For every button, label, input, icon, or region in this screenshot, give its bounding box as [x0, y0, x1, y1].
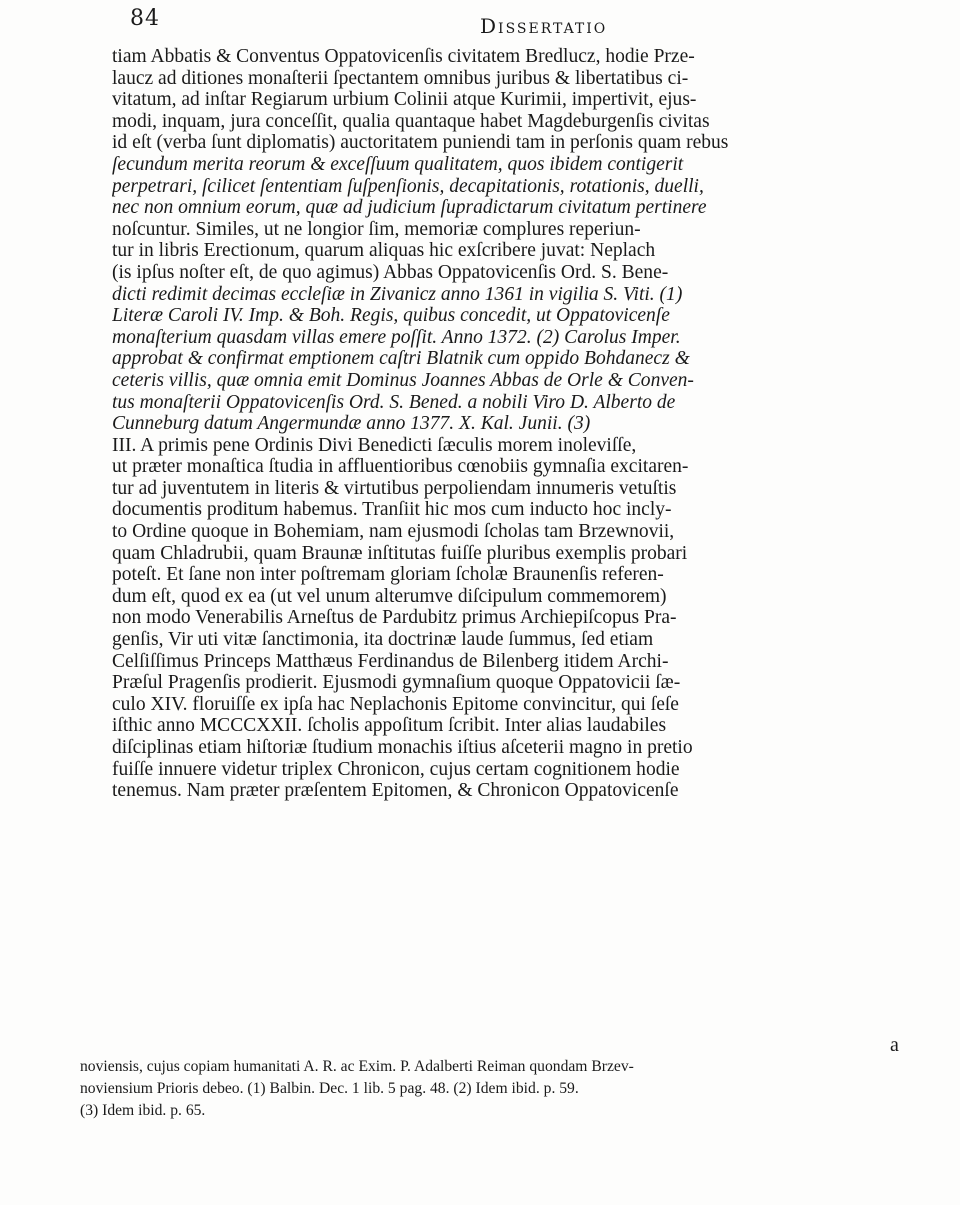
text-line: tus monaſterii Oppatovicenſis Ord. S. Bened. a nobili Viro D. Alberto de [112, 391, 676, 413]
text-line: Celſiſſimus Princeps Matthæus Ferdinandus de Bilenberg itidem Archi- [112, 650, 669, 672]
text-line: genſis, Vir uti vitæ ſanctimonia, ita doctrinæ laude ſummus, ſed etiam [112, 629, 654, 651]
running-title: Dissertatio [480, 14, 608, 38]
text-line: ſecundum merita reorum & exceſſuum qualitatem, quos ibidem contigerit [112, 153, 684, 175]
text-line: quam Chladrubii, quam Braunæ inſtitutas fuiſſe pluribus exemplis probari [112, 542, 688, 564]
text-line: tur ad juventutem in literis & virtutibus perpoliendam innumeris vetuſtis [112, 477, 677, 499]
text-line: ut præter monaſtica ſtudia in affluentioribus cœnobiis gymnaſia excitaren- [112, 456, 689, 478]
text-line: perpetrari, ſcilicet ſententiam ſuſpenſionis, decapitationis, rotationis, duelli, [112, 175, 704, 197]
text-line: dicti redimit decimas eccleſiæ in Zivanicz anno 1361 in vigilia S. Viti. (1) [112, 283, 683, 305]
text-line: to Ordine quoque in Bohemiam, nam ejusmodi ſcholas tam Brzewnovii, [112, 521, 675, 543]
footnote-line: (3) Idem ibid. p. 65. [80, 1102, 206, 1119]
text-line: modi, inquam, jura conceſſit, qualia quantaque habet Magdeburgenſis civitas [112, 110, 710, 132]
text-line: nec non omnium eorum, quæ ad judicium ſupradictarum civitatum pertinere [112, 197, 707, 219]
text-line: tiam Abbatis & Conventus Oppatovicenſis civitatem Bredlucz, hodie Prze- [112, 46, 695, 67]
catchword: a [890, 1034, 899, 1056]
text-line: Cunneburg datum Angermundæ anno 1377. X. Kal. Junii. (3) [112, 413, 591, 435]
footnote-line: noviensium Prioris debeo. (1) Balbin. Dec. 1 lib. 5 pag. 48. (2) Idem ibid. p. 59. [80, 1080, 579, 1097]
text-line: ceteris villis, quæ omnia emit Dominus Joannes Abbas de Orle & Conven- [112, 369, 694, 391]
text-line: id eſt (verba ſunt diplomatis) auctoritatem puniendi tam in perſonis quam rebus [112, 132, 729, 154]
text-line: tur in libris Erectionum, quarum aliquas hic exſcribere juvat: Neplach [112, 240, 656, 262]
text-line: poteſt. Et ſane non inter poſtremam gloriam ſcholæ Braunenſis referen- [112, 564, 664, 586]
text-line: documentis proditum habemus. Tranſiit hic mos cum inducto hoc incly- [112, 499, 672, 521]
text-line: III. A primis pene Ordinis Divi Benedicti ſæculis morem inoleviſſe, [112, 434, 637, 456]
text-line: fuiſſe innuere videtur triplex Chronicon, cujus certam cognitionem hodie [112, 758, 680, 780]
footnote-line: noviensis, cujus copiam humanitati A. R. ac Exim. P. Adalberti Reiman quondam Brzev- [80, 1058, 634, 1075]
text-line: monaſterium quasdam villas emere poſſit. Anno 1372. (2) Carolus Imper. [112, 326, 681, 348]
text-line: iſthic anno MCCCXXII. ſcholis appoſitum ſcribit. Inter alias laudabiles [112, 715, 667, 737]
text-line: culo XIV. floruiſſe ex ipſa hac Neplachonis Epitome convincitur, qui ſeſe [112, 693, 679, 715]
text-line: dum eſt, quod ex ea (ut vel unum alterumve diſcipulum commemorem) [112, 585, 667, 607]
text-line: laucz ad ditiones monaſterii ſpectantem omnibus juribus & libertatibus ci- [112, 67, 689, 89]
text-line: approbat & confirmat emptionem caſtri Blatnik cum oppido Bohdanecz & [112, 348, 690, 370]
page-header [130, 6, 920, 40]
text-line: noſcuntur. Similes, ut ne longior ſim, memoriæ complures reperiun- [112, 218, 641, 240]
footnotes [80, 1056, 920, 1122]
body-text [112, 46, 932, 802]
text-line: vitatum, ad inſtar Regiarum urbium Colinii atque Kurimii, impertivit, ejus- [112, 89, 697, 111]
text-line: diſciplinas etiam hiſtoriæ ſtudium monachis iſtius aſceterii magno in pretio [112, 737, 693, 758]
text-line: non modo Venerabilis Arneſtus de Pardubitz primus Archiepiſcopus Pra- [112, 607, 677, 629]
page-number: 84 [130, 6, 160, 31]
text-line: Literæ Caroli IV. Imp. & Boh. Regis, quibus concedit, ut Oppatovicenſe [112, 305, 670, 327]
text-line: tenemus. Nam præter præſentem Epitomen, & Chronicon Oppatovicenſe [112, 780, 679, 802]
text-line: (is ipſus noſter eſt, de quo agimus) Abbas Oppatovicenſis Ord. S. Bene- [112, 261, 669, 283]
text-line: Præſul Pragenſis prodierit. Ejusmodi gymnaſium quoque Oppatovicii ſæ- [112, 672, 681, 694]
